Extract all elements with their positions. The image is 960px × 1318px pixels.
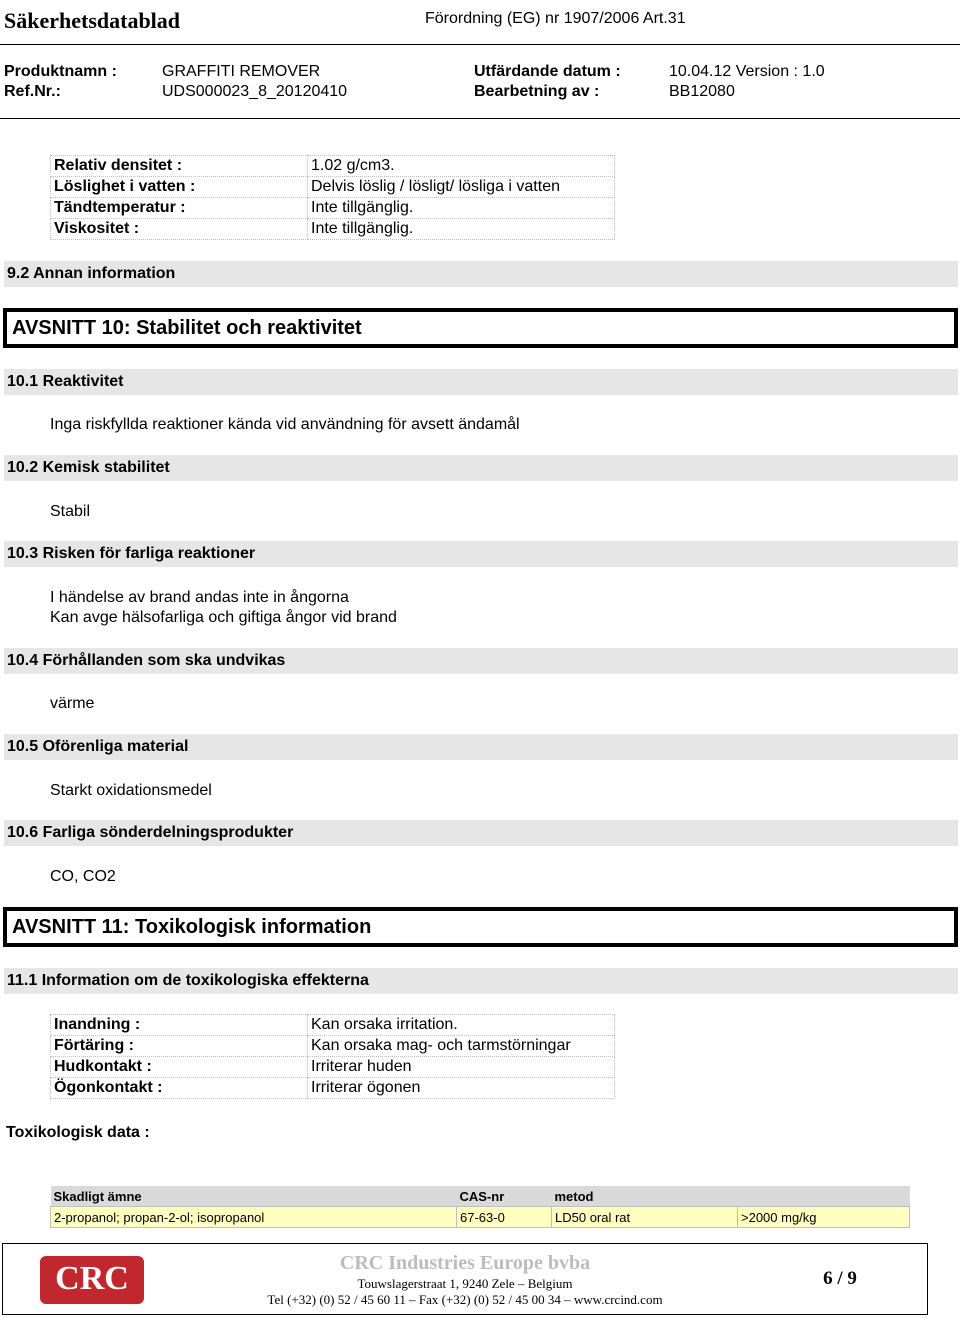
property-label: Löslighet i vatten :: [51, 177, 308, 198]
document-title: Säkerhetsdatablad: [4, 8, 181, 33]
product-name-label: Produktnamn :: [4, 63, 117, 80]
stability-text: Stabil: [50, 503, 91, 520]
column-header: Skadligt ämne: [51, 1186, 457, 1207]
toxicological-data-table: [50, 1186, 910, 1228]
cas-number-cell: 67-63-0: [457, 1207, 552, 1228]
section-heading-11: AVSNITT 11: Toxikologisk information: [3, 907, 958, 947]
page-number: 6 / 9: [823, 1268, 857, 1289]
effect-label: Ögonkontakt :: [51, 1078, 308, 1099]
method-cell: LD50 oral rat: [552, 1207, 738, 1228]
subsection-heading-10-1: 10.1 Reaktivitet: [4, 369, 958, 395]
section-heading-10: AVSNITT 10: Stabilitet och reaktivitet: [3, 308, 958, 348]
result-cell: >2000 mg/kg: [738, 1207, 910, 1228]
reactivity-text: Inga riskfyllda reaktioner kända vid användning för avsett ändamål: [50, 416, 520, 433]
property-value: Delvis löslig / lösligt/ lösliga i vatten: [308, 177, 615, 198]
effect-label: Förtäring :: [51, 1036, 308, 1057]
effect-label: Hudkontakt :: [51, 1057, 308, 1078]
edited-by-value: BB12080: [669, 83, 735, 100]
table-row: [51, 1207, 910, 1228]
effect-value: Irriterar huden: [308, 1057, 615, 1078]
table-row: [51, 219, 615, 240]
edited-by-label: Bearbetning av :: [474, 83, 600, 100]
property-label: Relativ densitet :: [51, 156, 308, 177]
toxicological-effects-table: [50, 1014, 615, 1099]
regulation-reference: Förordning (EG) nr 1907/2006 Art.31: [425, 10, 686, 27]
incompatible-materials-text: Starkt oxidationsmedel: [50, 782, 212, 799]
substance-cell: 2-propanol; propan-2-ol; isopropanol: [51, 1207, 457, 1228]
header-divider: [0, 44, 960, 45]
property-value: Inte tillgänglig.: [308, 219, 615, 240]
subsection-heading-10-5: 10.5 Oförenliga material: [4, 734, 958, 760]
property-value: 1.02 g/cm3.: [308, 156, 615, 177]
table-row: [51, 198, 615, 219]
hazardous-reactions-line-1: I händelse av brand andas inte in ångorna: [50, 589, 349, 606]
table-row: [51, 156, 615, 177]
property-value: Inte tillgänglig.: [308, 198, 615, 219]
toxicological-data-label: Toxikologisk data :: [6, 1124, 150, 1141]
effect-value: Kan orsaka irritation.: [308, 1015, 615, 1036]
table-row: [51, 177, 615, 198]
table-row: [51, 1078, 615, 1099]
table-row: [51, 1057, 615, 1078]
subsection-heading-10-6: 10.6 Farliga sönderdelningsprodukter: [4, 820, 958, 846]
subsection-heading-10-4: 10.4 Förhållanden som ska undvikas: [4, 648, 958, 674]
subsection-heading-9-2: 9.2 Annan information: [4, 261, 958, 287]
physical-properties-table: [50, 155, 615, 240]
issue-date-label: Utfärdande datum :: [474, 63, 621, 80]
effect-value: Kan orsaka mag- och tarmstörningar: [308, 1036, 615, 1057]
column-header: metod: [552, 1186, 738, 1207]
meta-divider: [0, 118, 960, 119]
company-address: Touwslagerstraat 1, 9240 Zele – Belgium: [357, 1276, 573, 1291]
column-header: CAS-nr: [457, 1186, 552, 1207]
table-row: [51, 1036, 615, 1057]
column-header: [738, 1186, 910, 1207]
hazardous-reactions-line-2: Kan avge hälsofarliga och giftiga ångor vid brand: [50, 609, 397, 626]
property-label: Viskositet :: [51, 219, 308, 240]
property-label: Tändtemperatur :: [51, 198, 308, 219]
product-name-value: GRAFFITI REMOVER: [162, 63, 321, 80]
subsection-heading-10-3: 10.3 Risken för farliga reaktioner: [4, 541, 958, 567]
subsection-heading-11-1: 11.1 Information om de toxikologiska effekterna: [4, 968, 958, 994]
ref-number-label: Ref.Nr.:: [4, 83, 61, 100]
ref-number-value: UDS000023_8_20120410: [162, 83, 348, 100]
subsection-heading-10-2: 10.2 Kemisk stabilitet: [4, 455, 958, 481]
effect-value: Irriterar ögonen: [308, 1078, 615, 1099]
decomposition-products-text: CO, CO2: [50, 868, 116, 885]
table-header-row: [51, 1186, 910, 1207]
company-contact: Tel (+32) (0) 52 / 45 60 11 – Fax (+32) (0) 52 / 45 00 34 – www.crcind.com: [267, 1292, 663, 1307]
conditions-to-avoid-text: värme: [50, 695, 95, 712]
issue-date-value: 10.04.12 Version : 1.0: [669, 63, 825, 80]
table-row: [51, 1015, 615, 1036]
company-name: CRC Industries Europe bvba: [339, 1252, 591, 1274]
crc-logo: CRC: [40, 1256, 144, 1304]
effect-label: Inandning :: [51, 1015, 308, 1036]
